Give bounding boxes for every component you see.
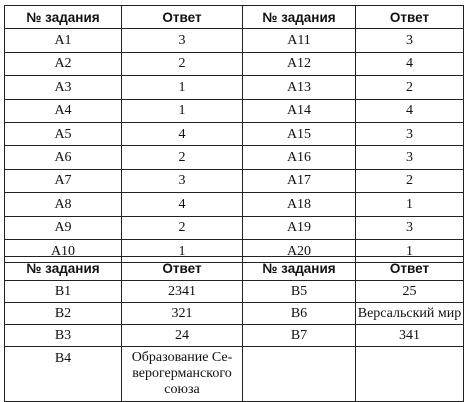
task-number: A5 xyxy=(5,122,122,145)
header-task-number: № задания xyxy=(243,6,356,29)
table-row xyxy=(5,146,464,169)
answer: 1 xyxy=(122,99,243,122)
header-answer: Ответ xyxy=(122,257,243,281)
answer: 3 xyxy=(356,122,464,145)
answer: 1 xyxy=(356,193,464,216)
task-number: A20 xyxy=(243,239,356,262)
header-answer: Ответ xyxy=(356,6,464,29)
table-row xyxy=(5,193,464,216)
task-number: A8 xyxy=(5,193,122,216)
answer: 341 xyxy=(356,325,464,347)
answer: 4 xyxy=(356,99,464,122)
answers-table-b xyxy=(4,256,464,402)
table-row xyxy=(5,325,464,347)
table-header-row xyxy=(5,257,464,281)
task-number: B3 xyxy=(5,325,122,347)
task-number: A6 xyxy=(5,146,122,169)
task-number: A15 xyxy=(243,122,356,145)
task-number: A14 xyxy=(243,99,356,122)
answer: 3 xyxy=(356,216,464,239)
header-task-number: № задания xyxy=(5,6,122,29)
answer xyxy=(356,347,464,402)
table-row xyxy=(5,216,464,239)
task-number: A9 xyxy=(5,216,122,239)
task-number: A3 xyxy=(5,76,122,99)
task-number: A13 xyxy=(243,76,356,99)
table-row xyxy=(5,52,464,75)
task-number: A10 xyxy=(5,239,122,262)
answer: 321 xyxy=(122,303,243,325)
answer: 1 xyxy=(122,239,243,262)
table-row xyxy=(5,29,464,52)
task-number: A17 xyxy=(243,169,356,192)
task-number: B6 xyxy=(243,303,356,325)
table-header-row xyxy=(5,6,464,29)
task-number: A11 xyxy=(243,29,356,52)
answer: 24 xyxy=(122,325,243,347)
header-task-number: № задания xyxy=(243,257,356,281)
answer: 3 xyxy=(122,29,243,52)
answer: 4 xyxy=(356,52,464,75)
answer: Образование Се- верогерманского союза xyxy=(122,347,243,402)
task-number: A2 xyxy=(5,52,122,75)
answer: 25 xyxy=(356,281,464,303)
task-number: B4 xyxy=(5,347,122,402)
answer: 4 xyxy=(122,122,243,145)
table-row xyxy=(5,347,464,402)
table-row xyxy=(5,122,464,145)
task-number: B1 xyxy=(5,281,122,303)
answer: 1 xyxy=(122,76,243,99)
task-number xyxy=(243,347,356,402)
answer: 2 xyxy=(356,76,464,99)
task-number: B2 xyxy=(5,303,122,325)
answer: Версальский мир xyxy=(356,303,464,325)
task-number: A4 xyxy=(5,99,122,122)
task-number: A19 xyxy=(243,216,356,239)
answer: 2 xyxy=(122,52,243,75)
task-number: A18 xyxy=(243,193,356,216)
table-row xyxy=(5,303,464,325)
task-number: A16 xyxy=(243,146,356,169)
header-answer: Ответ xyxy=(356,257,464,281)
answer: 3 xyxy=(356,29,464,52)
task-number: A7 xyxy=(5,169,122,192)
answer: 3 xyxy=(122,169,243,192)
task-number: B5 xyxy=(243,281,356,303)
answer: 2 xyxy=(122,146,243,169)
table-row xyxy=(5,99,464,122)
answer: 1 xyxy=(356,239,464,262)
table-row xyxy=(5,76,464,99)
table-row xyxy=(5,169,464,192)
header-answer: Ответ xyxy=(122,6,243,29)
answers-table-a xyxy=(4,5,464,263)
answer: 3 xyxy=(356,146,464,169)
task-number: B7 xyxy=(243,325,356,347)
answer: 2341 xyxy=(122,281,243,303)
task-number: A12 xyxy=(243,52,356,75)
table-row xyxy=(5,281,464,303)
answer: 4 xyxy=(122,193,243,216)
header-task-number: № задания xyxy=(5,257,122,281)
task-number: A1 xyxy=(5,29,122,52)
answer: 2 xyxy=(122,216,243,239)
answer: 2 xyxy=(356,169,464,192)
